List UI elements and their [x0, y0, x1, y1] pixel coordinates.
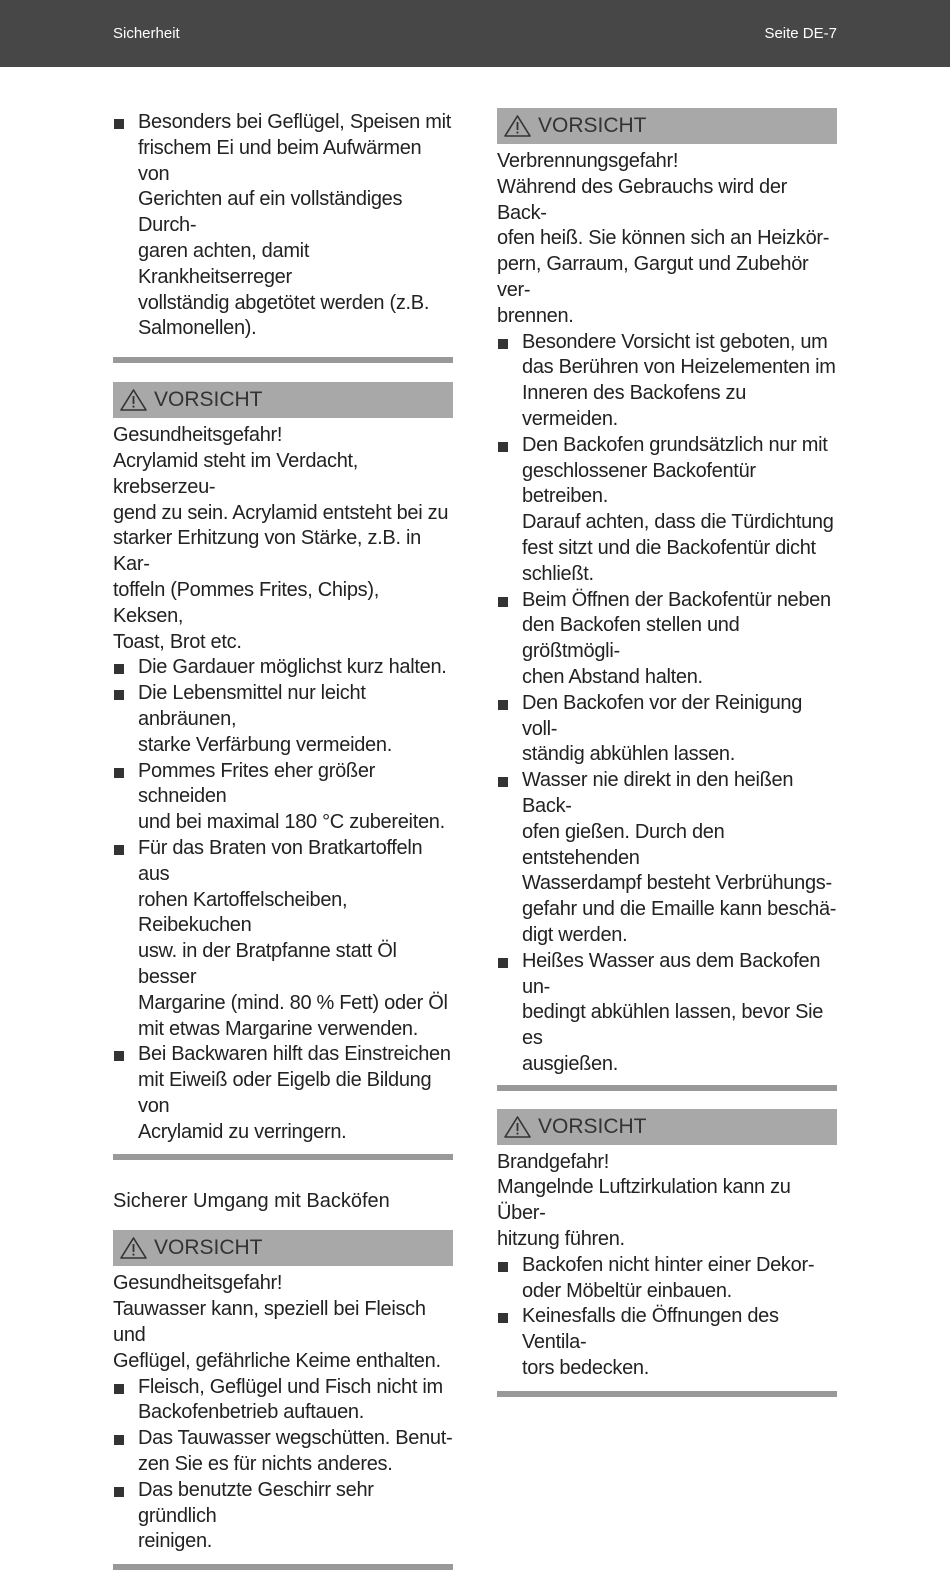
warning-label: VORSICHT: [154, 1236, 263, 1260]
hazard-title: Gesundheitsgefahr!: [113, 424, 283, 447]
list-item: Die Gardauer möglichst kurz halten.: [113, 655, 453, 681]
bullet-square-icon: [114, 690, 124, 700]
bullet-square-icon: [114, 845, 124, 855]
list-item: Heißes Wasser aus dem Backofen un- bedingt abkühlen lassen, bevor Sie es ausgießen.: [497, 949, 837, 1078]
section-divider: [113, 1564, 453, 1570]
bullet-square-icon: [498, 1262, 508, 1272]
bullet-square-icon: [114, 1384, 124, 1394]
warning-block-acrylamid: [113, 382, 453, 1160]
warning-text: Acrylamid steht im Verdacht, krebserzeu- gend zu sein. Acrylamid entsteht bei zu starker Erhitzung von Stärke, z.B. in Kar- toffeln (Pommes Frites, Chips), Keksen, Toast, Brot etc.: [113, 449, 449, 653]
warning-block-brand: [497, 1109, 837, 1397]
warning-banner: [113, 1230, 453, 1266]
bullet-square-icon: [498, 958, 508, 968]
warning-triangle-icon: [119, 1236, 148, 1260]
bullet-square-icon: [114, 1051, 124, 1061]
warning-block-tauwasser: [113, 1230, 453, 1570]
list-item: Wasser nie direkt in den heißen Back- ofen gießen. Durch den entstehenden Wasserdampf besteht Verbrühungs- gefahr und die Emaille kann beschä- digt werden.: [497, 768, 837, 949]
bullet-square-icon: [114, 768, 124, 778]
hazard-title: Verbrennungsgefahr!: [497, 150, 679, 172]
bullet-square-icon: [498, 700, 508, 710]
bullet-square-icon: [498, 442, 508, 452]
warning-triangle-icon: [503, 114, 532, 138]
list-item: Das Tauwasser wegschütten. Benut- zen Sie es für nichts anderes.: [113, 1426, 453, 1478]
warning-text: Mangelnde Luftzirkulation kann zu Über- hitzung führen.: [497, 1176, 791, 1251]
list-item: Bei Backwaren hilft das Einstreichen mit Eiweiß oder Eigelb die Bildung von Acrylamid zu verringern.: [113, 1042, 453, 1145]
header-section-title: Sicherheit: [113, 25, 180, 42]
warning-text: Tauwasser kann, speziell bei Fleisch und Geflügel, gefährliche Keime enthalten.: [113, 1298, 441, 1372]
warning-label: VORSICHT: [538, 114, 647, 137]
list-item: Besonders bei Geflügel, Speisen mit frischem Ei und beim Aufwärmen von Gerichten auf ein vollständiges Durch- garen achten, damit Krankheitserreger vollständig abgetötet werden (z.B. Salmonellen).: [113, 110, 453, 342]
list-item: Die Lebensmittel nur leicht anbräunen, starke Verfärbung vermeiden.: [113, 681, 453, 758]
right-column: [497, 108, 837, 1397]
section-divider: [113, 357, 453, 363]
list-item: Fleisch, Geflügel und Fisch nicht im Backofenbetrieb auftauen.: [113, 1375, 453, 1427]
bullet-square-icon: [498, 777, 508, 787]
list-item: Den Backofen vor der Reinigung voll- ständig abkühlen lassen.: [497, 691, 837, 768]
list-item: Backofen nicht hinter einer Dekor- oder Möbeltür einbauen.: [497, 1253, 837, 1305]
bullet-square-icon: [498, 1313, 508, 1323]
list-item: Das benutzte Geschirr sehr gründlich reinigen.: [113, 1478, 453, 1555]
warning-bullet-list: [113, 655, 453, 1145]
warning-banner: [113, 382, 453, 418]
hazard-title: Brandgefahr!: [497, 1150, 610, 1173]
list-item: Pommes Frites eher größer schneiden und bei maximal 180 °C zubereiten.: [113, 759, 453, 836]
warning-bullet-list: [497, 1253, 837, 1382]
warning-label: VORSICHT: [538, 1114, 647, 1138]
warning-banner: [497, 108, 837, 144]
header-page-number: Seite DE-7: [764, 25, 837, 42]
list-item: Besondere Vorsicht ist geboten, um das Berühren von Heizelementen im Inneren des Backofens zu vermeiden.: [497, 330, 837, 433]
warning-text: Während des Gebrauchs wird der Back- ofen heiß. Sie können sich an Heizkör- pern, Garraum, Gargut und Zubehör ver- brennen.: [497, 175, 830, 327]
warning-banner: [497, 1109, 837, 1145]
warning-triangle-icon: [119, 388, 148, 412]
list-item: Beim Öffnen der Backofentür neben den Backofen stellen und größtmögli- chen Abstand halten.: [497, 588, 837, 691]
page-header: [0, 0, 950, 67]
warning-bullet-list: [497, 330, 837, 1078]
section-heading: Sicherer Umgang mit Backöfen: [113, 1190, 390, 1213]
bullet-square-icon: [114, 664, 124, 674]
hazard-title: Gesundheitsgefahr!: [113, 1272, 283, 1295]
bullet-square-icon: [498, 339, 508, 349]
section-divider: [497, 1391, 837, 1397]
bullet-square-icon: [114, 1435, 124, 1445]
warning-bullet-list: [113, 1375, 453, 1556]
warning-triangle-icon: [503, 1115, 532, 1139]
section-divider: [113, 1154, 453, 1160]
warning-block-verbrennung: [497, 108, 837, 1091]
section-divider: [497, 1085, 837, 1091]
list-item: Den Backofen grundsätzlich nur mit geschlossener Backofentür betreiben. Darauf achten, dass die Türdichtung fest sitzt und die Backofentür dicht schließt.: [497, 433, 837, 588]
list-item: Keinesfalls die Öffnungen des Ventila- tors bedecken.: [497, 1304, 837, 1381]
left-column: [113, 108, 453, 1570]
intro-bullet-list: [113, 110, 453, 342]
bullet-square-icon: [114, 1487, 124, 1497]
warning-label: VORSICHT: [154, 388, 263, 412]
list-item: Für das Braten von Bratkartoffeln aus rohen Kartoffelscheiben, Reibekuchen usw. in der Bratpfanne statt Öl besser Margarine (mind. 80 % Fett) oder Öl mit etwas Margarine verwenden.: [113, 836, 453, 1042]
bullet-square-icon: [114, 119, 124, 129]
bullet-square-icon: [498, 597, 508, 607]
